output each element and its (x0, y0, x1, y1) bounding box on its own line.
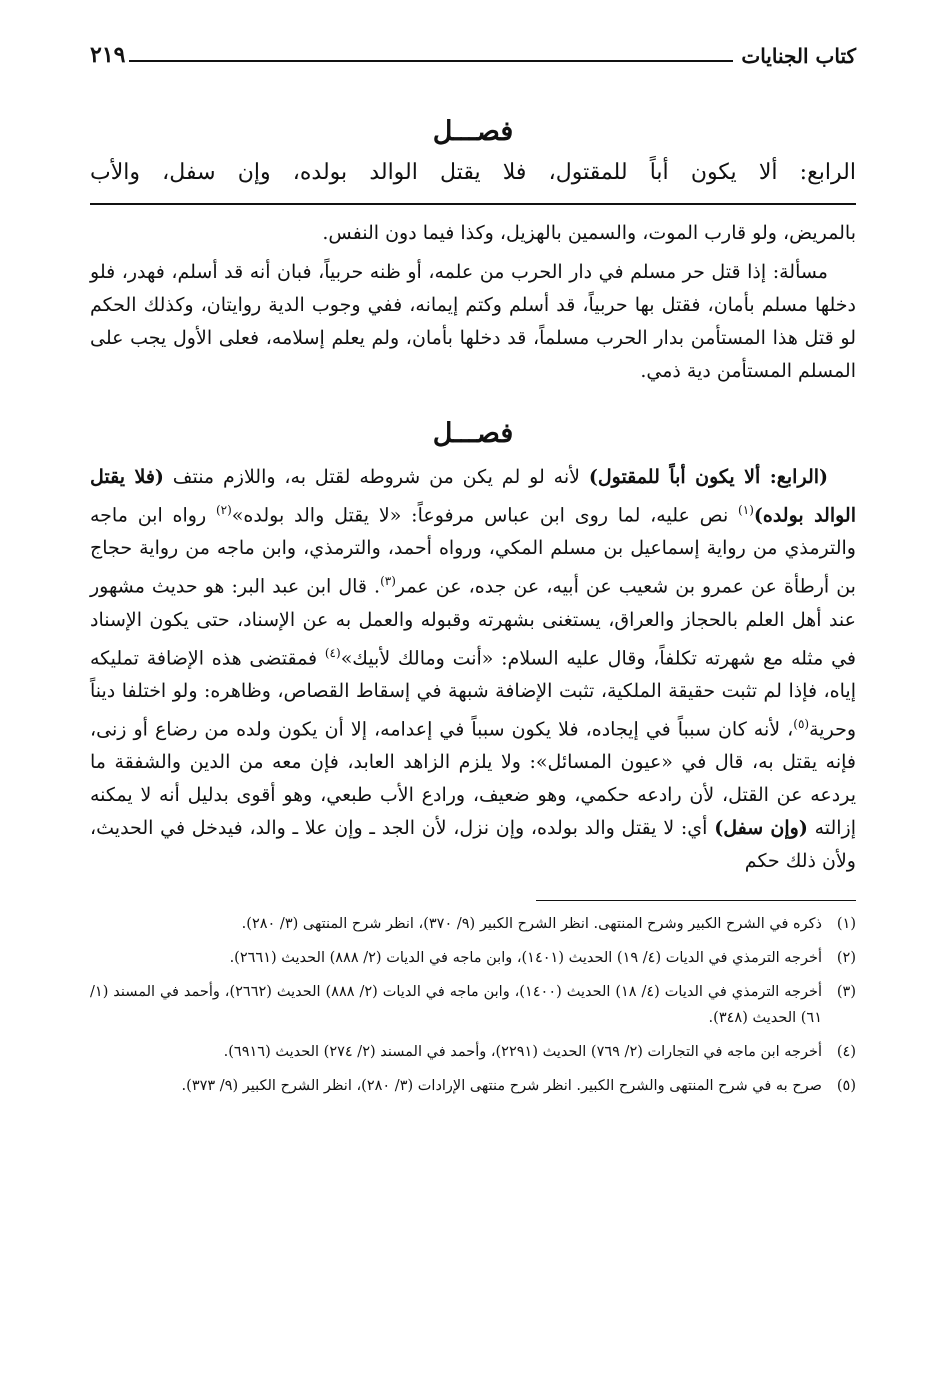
footnote-text: أخرجه الترمذي في الديات (٤/ ١٩) الحديث (١٤٠١)، وابن ماجه في الديات (٢/ ٨٨٨) الحديث (٢٦٦١). (229, 950, 822, 967)
sharh-paragraph (90, 461, 856, 878)
footnote-ref-5[interactable]: (٥) (793, 716, 810, 731)
footnote-item (90, 911, 856, 937)
page-number: ٢١٩ (90, 42, 126, 68)
sharh-text-3: رواه ابن ماجه والترمذي من رواية إسماعيل بن مسلم المكي، ورواه أحمد، والترمذي، وابن ماجه من رواية حجاج بن أرطأة عن عمرو بن شعيب عن أبيه، عن جده، عن عمر (90, 504, 856, 598)
sharh-text-5: فمقتضى هذه الإضافة تمليكه إياه، فإذا لم تثبت حقيقة الملكية، تثبت الإضافة شبهة في إسقاط القصاص، وظاهره: ولو اختلفا ديناً وحرية (90, 646, 856, 741)
footnote-number: (٢) (836, 950, 856, 967)
footnote-ref-3[interactable]: (٣) (380, 574, 396, 589)
footnote-number: (٤) (836, 1044, 856, 1061)
footnote-text: صرح به في شرح المنتهى والشرح الكبير. انظر شرح منتهى الإرادات (٣/ ٢٨٠)، انظر الشرح الكبير (٩/ ٣٧٣). (181, 1078, 822, 1095)
running-head (90, 34, 856, 68)
footnotes (90, 911, 856, 1099)
footnote-number: (٥) (836, 1078, 856, 1095)
sharh-text-4: . قال ابن عبد البر: هو حديث مشهور عند أهل العلم بالحجاز والعراق، يستغنى بشهرته وقبوله والعمل به عن الإسناد، حتى يكون الإسناد في مثله مع شهرته تكلفاً، وقال عليه السلام: «أنت ومالك لأبيك» (90, 575, 856, 669)
lemma-3: (وإن سفل) (714, 817, 808, 840)
footnote-item (90, 1039, 856, 1065)
lemma-1: (الرابع: ألا يكون أباً للمقتول) (588, 466, 828, 488)
footnote-text: أخرجه الترمذي في الديات (٤/ ١٨) الحديث (١٤٠٠)، وابن ماجه في الديات (٢/ ٨٨٨) الحديث (٢٦٦٢)، وأحمد في المسند (١/ ٦١) الحديث (٣٤٨). (90, 984, 822, 1027)
matn-text: الرابع: ألا يكون أباً للمقتول، فلا يقتل الوالد بولده، وإن سفل، والأب (90, 160, 856, 185)
footnote-item (90, 1073, 856, 1099)
masala-paragraph: مسألة: إذا قتل حر مسلم في دار الحرب من علمه، أو ظنه حربياً، فبان أنه قد أسلم، فهدر، فلو دخلها مسلم بأمان، فقتل بها حربياً، قد أسلم وكتم إيمانه، ففي وجوب الدية روايتان، وكذلك الحكم لو قتل هذا المستأمن بدار الحرب مسلماً، قد دخلها بأمان، ولم يعلم إسلامه، فعلى الأول يجب على المسلم المستأمن دية ذمي. (90, 261, 856, 382)
matn-divider (90, 203, 856, 205)
footnote-text: ذكره في الشرح الكبير وشرح المنتهى. انظر الشرح الكبير (٩/ ٣٧٠)، انظر شرح المنتهى (٣/ ٢٨٠). (241, 916, 822, 933)
lemma-2: (فلا يقتل الوالد بولده) (90, 466, 856, 527)
footnote-ref-4[interactable]: (٤) (324, 645, 341, 660)
footnote-number: (٣) (836, 984, 856, 1001)
sharh-text-7: أي: لا يقتل والد بولده، وإن نزل، لأن الجد ـ وإن علا ـ والد، فيدخل في الحديث، ولأن ذلك حكم (90, 817, 856, 873)
sharh-text-2: نص عليه، لما روى ابن عباس مرفوعاً: «لا يقتل والد بولده» (231, 504, 739, 527)
footnote-separator (536, 900, 856, 901)
footnote-text: أخرجه ابن ماجه في التجارات (٢/ ٧٦٩) الحديث (٢٢٩١)، وأحمد في المسند (٢/ ٢٧٤) الحديث (٦٩١٦). (223, 1044, 822, 1061)
footnote-ref-2[interactable]: (٢) (215, 503, 232, 517)
footnote-item (90, 979, 856, 1031)
sharh-text-1: لأنه لو لم يكن من شروطه لقتل به، واللازم منتف (163, 466, 589, 488)
running-head-title: كتاب الجنايات (741, 44, 856, 68)
section-heading-2: فصـــل (432, 418, 514, 449)
sharh-text-6: ، لأنه كان سبباً في إيجاده، فلا يكون سبباً في إعدامه، إلا أن يكون ولده من رضاع أو زنى، فإنه يقتل به، قال في «عيون المسائل»: ولا يلزم الزاهد العابد، فإن معه من الدين والشفقة ما يردعه عن القتل، لأن رادعه حكمي، وهو ضعيف، ورادع الأب طبعي، وهو أقوى بدليل أنه لا يمكنه إزالته (90, 718, 857, 840)
running-head-rule (129, 60, 733, 62)
footnote-number: (١) (836, 916, 856, 933)
footnote-item (90, 945, 856, 971)
matn-continuation: بالمريض، ولو قارب الموت، والسمين بالهزيل، وكذا فيما دون النفس. (322, 222, 856, 244)
section-heading-1: فصـــل (432, 116, 514, 147)
footnote-ref-1[interactable]: (١) (738, 503, 754, 517)
